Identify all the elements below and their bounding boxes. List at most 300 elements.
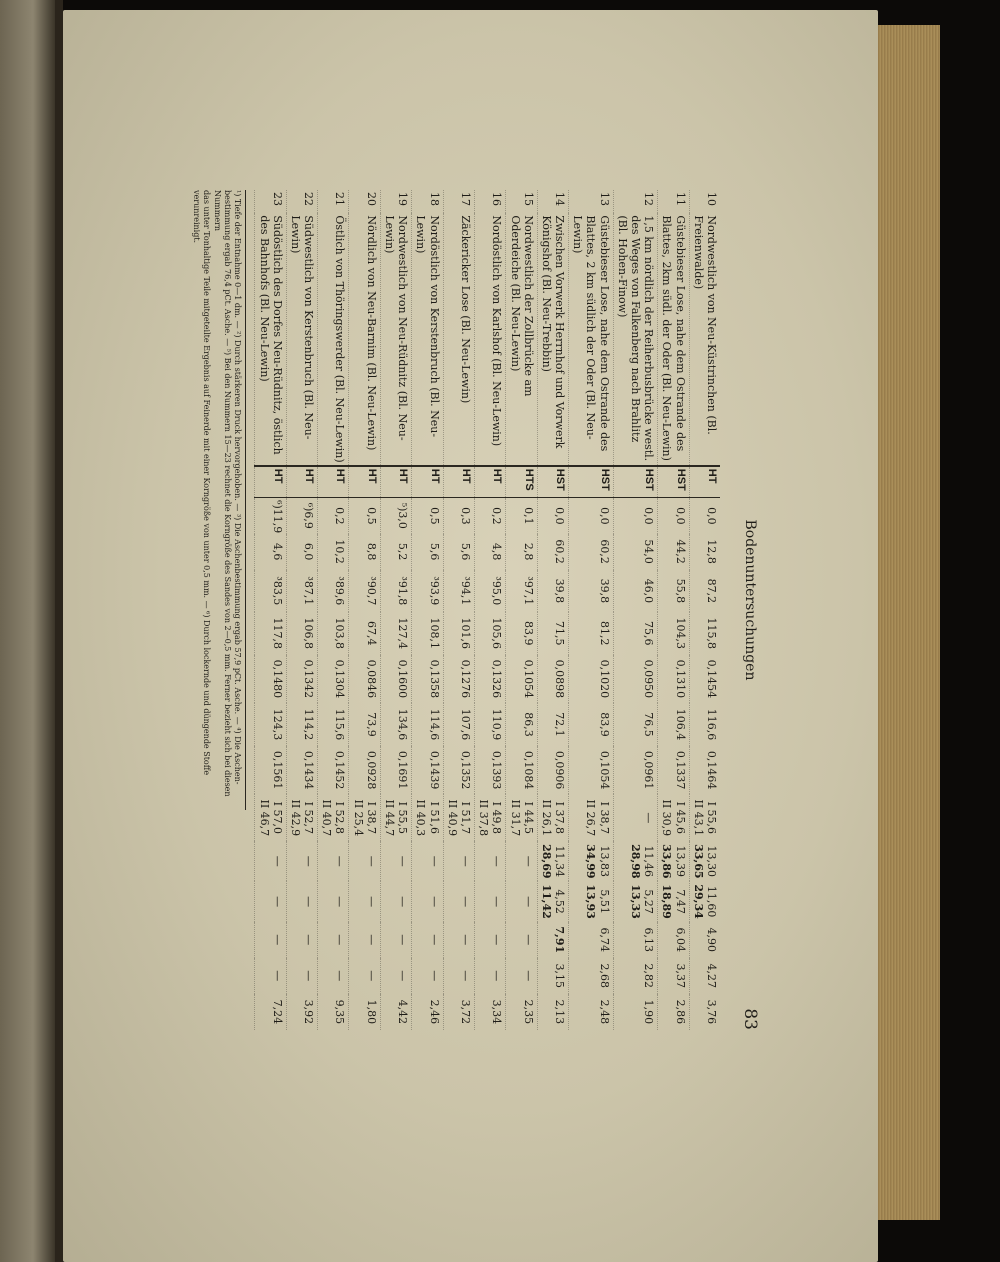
value-cell: — xyxy=(427,934,441,946)
row-number: 16 xyxy=(490,192,504,206)
value-cell: 3,76 xyxy=(705,999,718,1025)
paired-value-cell xyxy=(255,881,286,921)
value-cell: 115,6 xyxy=(333,708,347,741)
value-cell: 0,1480 xyxy=(270,659,284,699)
soil-type-mark: HT xyxy=(349,466,380,498)
paired-value-cell xyxy=(443,841,474,881)
value-upper: — xyxy=(302,855,316,867)
value-cell: 3,37 xyxy=(673,963,687,989)
paired-value-cell xyxy=(318,841,349,881)
paired-value-cell xyxy=(506,841,537,881)
soil-type-mark: HST xyxy=(537,466,568,498)
value-cell: 0,0928 xyxy=(364,750,378,790)
value-cell: — xyxy=(333,970,347,982)
value-upper: I 52,8 xyxy=(333,801,347,834)
value-cell: — xyxy=(521,970,535,982)
soil-type-mark: HST xyxy=(569,466,614,498)
value-cell: — xyxy=(270,970,284,982)
value-cell: ³93,9 xyxy=(427,576,441,606)
sample-location: Güstebieser Lose, nahe dem Ostrande des Blattes, 2 km südlich der Oder (Bl. Neu-Lewin) xyxy=(569,213,614,465)
value-cell: 0,1054 xyxy=(521,659,535,699)
value-cell: 0,1326 xyxy=(490,659,504,699)
row-number: 20 xyxy=(364,192,378,206)
row-number: 14 xyxy=(553,192,567,206)
value-cell: — xyxy=(427,970,441,982)
value-cell: — xyxy=(364,934,378,946)
value-upper: I 38,7 xyxy=(597,801,611,834)
value-lower: II 40,7 xyxy=(320,799,334,837)
value-lower: II 46,7 xyxy=(257,799,271,837)
value-cell: 0,1691 xyxy=(396,750,410,790)
table-row xyxy=(506,190,537,1030)
value-cell: 106,8 xyxy=(302,617,316,650)
value-cell: 0,1352 xyxy=(459,750,472,790)
paired-value-cell xyxy=(658,841,689,881)
value-cell: 0,1276 xyxy=(459,659,472,699)
value-lower: II 40,3 xyxy=(414,799,428,837)
value-upper: 5,51 xyxy=(597,889,611,914)
value-cell: 39,8 xyxy=(597,578,611,604)
value-lower: II 30,9 xyxy=(660,799,674,837)
value-cell: 3,15 xyxy=(553,963,567,989)
value-cell: 0,0 xyxy=(673,507,687,525)
value-cell: 0,1020 xyxy=(597,659,611,699)
table-row xyxy=(475,190,506,1030)
value-lower: II 44,7 xyxy=(383,799,397,837)
value-cell: — xyxy=(270,934,284,946)
value-cell: 106,4 xyxy=(673,708,687,741)
sample-location: Zäckericker Lose (Bl. Neu-Lewin) xyxy=(443,213,474,465)
value-cell: 2,46 xyxy=(427,999,441,1025)
value-cell: 0,1454 xyxy=(705,659,718,699)
rotated-page-content xyxy=(90,190,760,1030)
value-upper: — xyxy=(396,896,410,908)
value-upper: 11,60 xyxy=(705,885,718,918)
paired-value-cell xyxy=(286,841,317,881)
paired-value-cell xyxy=(380,881,411,921)
value-lower: 33,65 xyxy=(691,844,705,879)
sample-location: Nordwestlich von Neu-Rüdnitz (Bl. Neu-Lewin) xyxy=(380,213,411,465)
soil-type-mark: HT xyxy=(255,466,286,498)
value-lower: 13,93 xyxy=(584,884,598,919)
row-number: 12 xyxy=(642,192,656,206)
running-title: Bodenuntersuchungen xyxy=(742,519,758,681)
value-lower: 13,33 xyxy=(629,884,643,919)
paired-value-cell xyxy=(689,881,720,921)
value-upper: — xyxy=(270,855,284,867)
value-cell: 0,1358 xyxy=(427,659,441,699)
value-cell: 0,1464 xyxy=(705,750,718,790)
value-lower: II 31,7 xyxy=(508,799,522,837)
sample-location: Nördlich von Neu-Barnim (Bl. Neu-Lewin) xyxy=(349,213,380,465)
value-upper: I 55,6 xyxy=(705,801,718,834)
value-cell: 2,82 xyxy=(642,963,656,989)
sample-location: Nordwestlich von Neu-Küstrinchen (Bl. Freienwalde) xyxy=(689,213,720,465)
paired-value-cell xyxy=(613,794,658,841)
paired-value-cell xyxy=(506,794,537,841)
value-upper: — xyxy=(459,855,472,867)
row-number: 17 xyxy=(459,192,472,206)
paired-value-cell xyxy=(255,841,286,881)
value-cell: 2,35 xyxy=(521,999,535,1025)
value-cell: 5,6 xyxy=(427,542,441,561)
table-row xyxy=(380,190,411,1030)
value-upper: I 51,7 xyxy=(459,801,472,834)
value-cell: — xyxy=(459,970,472,982)
value-cell: 124,3 xyxy=(270,708,284,741)
value-cell: 0,5 xyxy=(364,507,378,525)
paired-value-cell xyxy=(318,881,349,921)
value-cell: 0,0 xyxy=(642,507,656,525)
value-upper: — xyxy=(364,896,378,908)
footnotes xyxy=(190,190,246,810)
table-row xyxy=(412,190,443,1030)
value-cell: 46,0 xyxy=(642,578,656,604)
sample-location: Güstebieser Lose, nahe dem Ostrande des Blattes, 2km südl. der Oder (Bl. Neu-Lewin) xyxy=(658,213,689,465)
soil-type-mark: HTS xyxy=(506,466,537,498)
value-cell: 10,2 xyxy=(333,539,347,564)
value-cell: 83,9 xyxy=(597,712,611,737)
value-cell: — xyxy=(459,934,472,946)
value-cell: 4,42 xyxy=(396,999,410,1025)
value-upper: — xyxy=(333,855,347,867)
value-cell: 127,4 xyxy=(396,617,410,650)
value-upper: I 37,8 xyxy=(553,801,567,834)
value-cell: 117,8 xyxy=(270,617,284,650)
paired-value-cell xyxy=(412,794,443,841)
value-upper: I 45,6 xyxy=(673,801,687,834)
soil-type-mark: HT xyxy=(318,466,349,498)
value-cell: 73,9 xyxy=(364,712,378,737)
value-cell: 55,8 xyxy=(673,578,687,604)
soil-analysis-table xyxy=(254,190,720,1030)
value-upper: 11,46 xyxy=(642,845,656,878)
table-row xyxy=(569,190,614,1030)
value-lower: II 26,7 xyxy=(584,799,598,837)
footnote-line: bestimmung ergab 76,4 pCt. Asche. — ⁵) Bei den Nummern 15—23 rechnet die Korngröße des Sandes von 2—0,5 mm. Ferner bezieht sich bei diesen Nummern xyxy=(212,190,232,797)
paired-value-cell xyxy=(380,794,411,841)
soil-type-mark: HST xyxy=(658,466,689,498)
value-cell: 0,1304 xyxy=(333,659,347,699)
value-lower: 29,34 xyxy=(691,884,705,919)
value-lower: II 42,9 xyxy=(288,799,302,837)
page-fore-edge xyxy=(878,25,944,1220)
row-number: 11 xyxy=(673,192,687,206)
value-cell: 5,6 xyxy=(459,542,472,561)
value-cell: ⁵)3,0 xyxy=(396,502,410,529)
value-cell: 0,1310 xyxy=(673,659,687,699)
paired-value-cell xyxy=(412,841,443,881)
sample-location: Zwischen Vorwerk Herrnhof und Vorwerk Königshof (Bl. Neu-Trebbin) xyxy=(537,213,568,465)
paired-value-cell xyxy=(349,794,380,841)
value-cell: 0,1 xyxy=(521,507,535,525)
value-cell: 4,8 xyxy=(490,542,504,561)
value-cell: 0,1600 xyxy=(396,659,410,699)
value-cell: 108,1 xyxy=(427,617,441,650)
value-upper: — xyxy=(333,896,347,908)
value-cell: 3,72 xyxy=(459,999,472,1025)
value-cell: 83,9 xyxy=(521,621,535,646)
value-cell: 0,0961 xyxy=(642,750,656,790)
value-upper: — xyxy=(521,855,535,867)
paired-value-cell xyxy=(569,841,614,881)
sample-location: Nordwestlich der Zollbrücke am Oderdeiche (Bl. Neu-Lewin) xyxy=(506,213,537,465)
value-cell: 0,1084 xyxy=(521,750,535,790)
book-gutter xyxy=(55,0,63,1262)
soil-type-mark: HT xyxy=(380,466,411,498)
value-upper: — xyxy=(302,896,316,908)
value-cell: 0,0906 xyxy=(553,750,567,790)
value-cell: 101,6 xyxy=(459,617,472,650)
value-cell: — xyxy=(364,970,378,982)
value-cell: 2,13 xyxy=(553,999,567,1025)
value-cell: 67,4 xyxy=(364,621,378,646)
paired-value-cell xyxy=(318,794,349,841)
paired-value-cell xyxy=(475,794,506,841)
value-cell: 86,3 xyxy=(521,712,535,737)
sample-location: Nordöstlich von Kerstenbruch (Bl. Neu-Lewin) xyxy=(412,213,443,465)
paired-value-cell xyxy=(475,881,506,921)
table-row xyxy=(318,190,349,1030)
value-lower: 11,42 xyxy=(539,884,553,919)
row-number: 21 xyxy=(333,192,347,206)
value-upper: — xyxy=(642,812,656,824)
value-cell: 0,1561 xyxy=(270,750,284,790)
value-upper: I 49,8 xyxy=(490,801,504,834)
value-cell: 87,2 xyxy=(705,578,718,604)
value-cell: 2,48 xyxy=(597,999,611,1025)
value-cell: 7,24 xyxy=(270,999,284,1025)
value-cell: 5,2 xyxy=(396,542,410,561)
value-cell: 54,0 xyxy=(642,539,656,564)
value-cell: 2,86 xyxy=(673,999,687,1025)
value-cell: 7,91 xyxy=(553,926,567,954)
sample-location: Nordöstlich von Karlshof (Bl. Neu-Lewin) xyxy=(475,213,506,465)
value-cell: 2,8 xyxy=(521,542,535,561)
value-cell: 0,1342 xyxy=(302,659,316,699)
value-upper: — xyxy=(521,896,535,908)
paired-value-cell xyxy=(537,841,568,881)
paired-value-cell xyxy=(475,841,506,881)
sample-location: 1,5 km nördlich der Reiherbusbrücke westl. des Weges von Falkenberg nach Brahlitz (Bl. Hohen-Finow) xyxy=(613,213,658,465)
value-lower: 18,89 xyxy=(660,884,674,919)
value-cell: — xyxy=(396,970,410,982)
value-cell: — xyxy=(490,934,504,946)
value-cell: 39,8 xyxy=(553,578,567,604)
paired-value-cell xyxy=(412,881,443,921)
value-cell: 72,1 xyxy=(553,712,567,737)
value-cell: ³91,8 xyxy=(396,576,410,606)
value-lower: II 37,8 xyxy=(477,799,491,837)
value-cell: 114,6 xyxy=(427,708,441,741)
value-cell: — xyxy=(490,970,504,982)
value-cell: 6,04 xyxy=(673,927,687,952)
paired-value-cell xyxy=(658,794,689,841)
value-upper: 11,34 xyxy=(553,845,567,878)
paired-value-cell xyxy=(286,794,317,841)
value-cell: 114,2 xyxy=(302,708,316,741)
table-row xyxy=(443,190,474,1030)
value-cell: 134,6 xyxy=(396,708,410,741)
value-cell: 4,90 xyxy=(705,927,718,952)
value-cell: 0,2 xyxy=(490,507,504,525)
soil-type-mark: HT xyxy=(286,466,317,498)
value-cell: 9,35 xyxy=(333,999,347,1025)
value-lower: II 40,9 xyxy=(445,799,459,837)
soil-type-mark: HT xyxy=(475,466,506,498)
value-cell: 0,0 xyxy=(553,507,567,525)
value-cell: 4,27 xyxy=(705,963,718,989)
value-upper: — xyxy=(270,896,284,908)
value-cell: 0,0 xyxy=(705,507,718,525)
value-cell: 110,9 xyxy=(490,708,504,741)
paired-value-cell xyxy=(569,881,614,921)
value-lower: II 25,4 xyxy=(351,799,365,837)
value-cell: ³87,1 xyxy=(302,576,316,606)
value-cell: 0,0898 xyxy=(553,659,567,699)
paired-value-cell xyxy=(349,841,380,881)
row-number: 10 xyxy=(705,192,718,206)
table-row xyxy=(537,190,568,1030)
value-cell: 0,1393 xyxy=(490,750,504,790)
paired-value-cell xyxy=(349,881,380,921)
value-cell: 0,0950 xyxy=(642,659,656,699)
value-cell: 0,0846 xyxy=(364,659,378,699)
value-upper: 4,52 xyxy=(553,889,567,914)
soil-type-mark: HT xyxy=(412,466,443,498)
soil-type-mark: HT xyxy=(689,466,720,498)
value-cell: 0,5 xyxy=(427,507,441,525)
value-upper: 13,83 xyxy=(597,845,611,878)
value-cell: ⁶)6,9 xyxy=(302,502,316,529)
value-cell: 60,2 xyxy=(553,539,567,564)
value-lower: II 26,1 xyxy=(539,799,553,837)
paired-value-cell xyxy=(286,881,317,921)
value-cell: 44,2 xyxy=(673,539,687,564)
table-row xyxy=(349,190,380,1030)
value-lower: 34,99 xyxy=(584,844,598,879)
value-cell: — xyxy=(521,934,535,946)
row-number: 13 xyxy=(597,192,611,206)
value-cell: 71,5 xyxy=(553,621,567,646)
value-cell: 75,6 xyxy=(642,621,656,646)
value-cell: 60,2 xyxy=(597,539,611,564)
paired-value-cell xyxy=(506,881,537,921)
row-number: 18 xyxy=(427,192,441,206)
value-cell: 0,3 xyxy=(459,507,472,525)
sample-location: Östlich von Thöringswerder (Bl. Neu-Lewin) xyxy=(318,213,349,465)
value-upper: I 38,7 xyxy=(364,801,378,834)
value-upper: 13,30 xyxy=(705,845,718,878)
paired-value-cell xyxy=(613,841,658,881)
paired-value-cell xyxy=(255,794,286,841)
value-upper: — xyxy=(364,855,378,867)
soil-type-mark: HT xyxy=(443,466,474,498)
value-upper: I 55,5 xyxy=(396,801,410,834)
value-cell: ³89,6 xyxy=(333,576,347,606)
value-cell: — xyxy=(302,934,316,946)
sample-location: Südwestlich von Kerstenbruch (Bl. Neu-Lewin) xyxy=(286,213,317,465)
value-upper: I 51,6 xyxy=(427,801,441,834)
value-upper: — xyxy=(427,896,441,908)
value-lower: 33,86 xyxy=(660,844,674,879)
value-cell: 0,1434 xyxy=(302,750,316,790)
table-body xyxy=(255,190,720,1030)
value-upper: 13,39 xyxy=(673,845,687,878)
value-cell: 0,2 xyxy=(333,507,347,525)
value-cell: 115,8 xyxy=(705,617,718,650)
paired-value-cell xyxy=(658,881,689,921)
row-number: 15 xyxy=(521,192,535,206)
soil-type-mark: HST xyxy=(613,466,658,498)
value-cell: 116,6 xyxy=(705,708,718,741)
value-cell: 6,13 xyxy=(642,927,656,952)
paired-value-cell xyxy=(537,881,568,921)
table-row xyxy=(255,190,286,1030)
value-cell: 103,8 xyxy=(333,617,347,650)
table-row xyxy=(689,190,720,1030)
value-upper: — xyxy=(490,896,504,908)
paired-value-cell xyxy=(689,841,720,881)
value-upper: 7,47 xyxy=(673,889,687,914)
paired-value-cell xyxy=(569,794,614,841)
footnote-line: ¹) Tiefe der Entnahme 0—1 dm. — ²) Durch stärkeren Druck hervorgehoben. — ³) Die Aschenbestimmung ergab 57,9 pCt. Asche. — ⁴) Die Aschen- xyxy=(233,190,243,785)
value-cell: ³83,5 xyxy=(270,576,284,606)
value-cell: — xyxy=(302,970,316,982)
page-number: 83 xyxy=(740,1008,760,1030)
value-upper: — xyxy=(459,896,472,908)
paired-value-cell xyxy=(443,794,474,841)
table-row xyxy=(658,190,689,1030)
value-cell: 6,0 xyxy=(302,542,316,561)
value-cell: 0,1337 xyxy=(673,750,687,790)
value-cell: 105,6 xyxy=(490,617,504,650)
value-cell: ³95,0 xyxy=(490,576,504,606)
footnote-line: das unter Tonhaltige Teile mitgeteilte Ergebnis auf Feinerde mit einer Korngröße von unter 0,5 mm. — ⁶) Durch lockernde und düngende Stoffe verunreinigt. xyxy=(191,190,212,776)
paired-value-cell xyxy=(537,794,568,841)
value-cell: 0,1439 xyxy=(427,750,441,790)
value-cell: — xyxy=(333,934,347,946)
value-cell: 76,5 xyxy=(642,712,656,737)
value-upper: 5,27 xyxy=(642,889,656,914)
value-lower: 28,98 xyxy=(629,844,643,879)
running-head xyxy=(734,190,758,1030)
table-row xyxy=(286,190,317,1030)
row-number: 23 xyxy=(270,192,284,206)
left-page-edge xyxy=(0,0,55,1262)
row-number: 19 xyxy=(396,192,410,206)
value-cell: 8,8 xyxy=(364,542,378,561)
value-cell: ³90,7 xyxy=(364,576,378,606)
value-cell: ³97,1 xyxy=(521,576,535,606)
sample-location: Südöstlich des Dorfes Neu-Rüdnitz, östlich des Bahnhofs (Bl. Neu-Lewin) xyxy=(255,213,286,465)
value-upper: — xyxy=(396,855,410,867)
value-upper: I 57,0 xyxy=(270,801,284,834)
value-cell: 81,2 xyxy=(597,621,611,646)
value-cell: 4,6 xyxy=(270,542,284,561)
value-lower: 28,69 xyxy=(539,844,553,879)
value-cell: 1,90 xyxy=(642,999,656,1025)
value-upper: — xyxy=(427,855,441,867)
table-row xyxy=(613,190,658,1030)
value-cell: 3,92 xyxy=(302,999,316,1025)
value-cell: 104,3 xyxy=(673,617,687,650)
paired-value-cell xyxy=(380,841,411,881)
value-cell: 0,1452 xyxy=(333,750,347,790)
value-cell: ³94,1 xyxy=(459,576,472,606)
value-upper: I 52,7 xyxy=(302,801,316,834)
value-lower: II 43,1 xyxy=(691,799,705,837)
